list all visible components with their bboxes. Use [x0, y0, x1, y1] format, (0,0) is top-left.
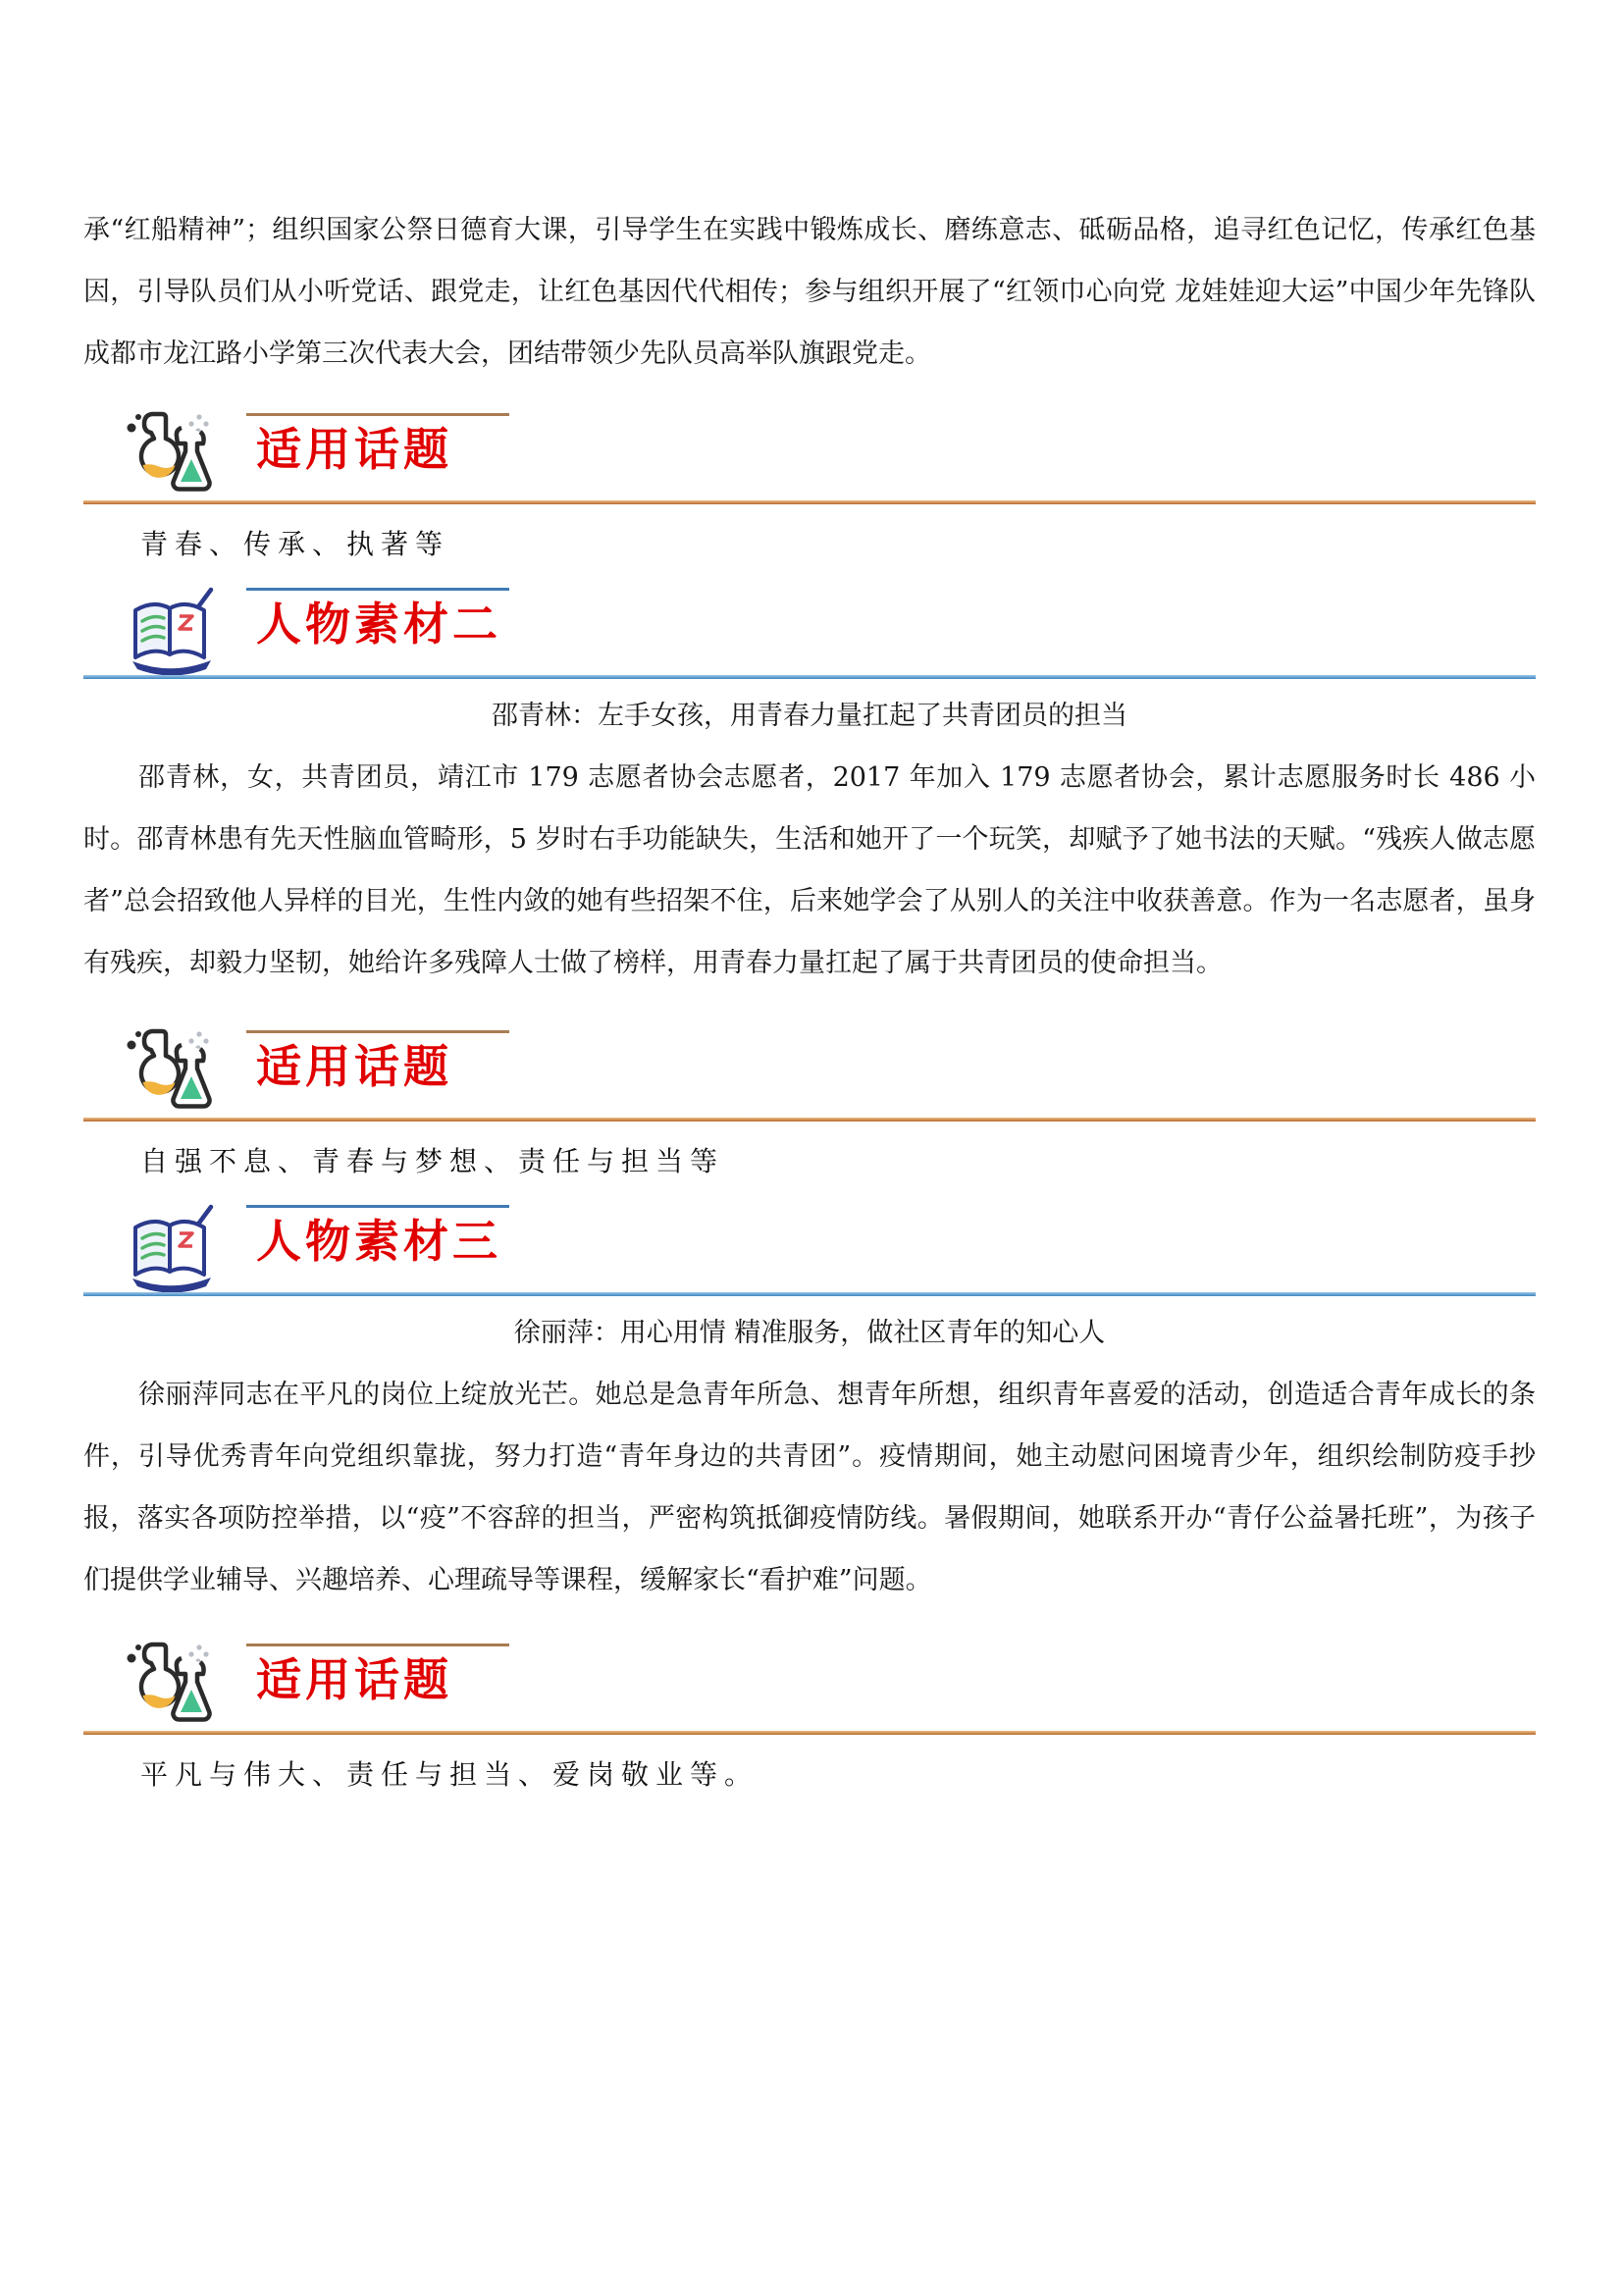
book-pencil-icon: [123, 583, 221, 675]
flask-icon: [123, 408, 221, 500]
material-3-title: 徐丽萍：用心用情 精准服务，做社区青年的知心人: [513, 1318, 1106, 1348]
header-rule: [83, 1731, 1536, 1735]
header-accent-line: [246, 588, 509, 591]
material-3-body: 徐丽萍同志在平凡的岗位上绽放光芒。她总是急青年所急、想青年所想，组织青年喜爱的活动，创造适合青年成长的条件，引导优秀青年向党组织靠拢，努力打造“青年身边的共青团”。疫情期间，她主动慰问困境青少年，组织绘制防疫手抄报，落实各项防控举措，以“疫”不容辞的担当，严密构筑抵御疫情防线。暑假期间，她联系开办“青仔公益暑托班”，为孩子们提供学业辅导、兴趣培养、心理疏导等课程，缓解家长“看护难”问题。: [83, 1380, 1536, 1595]
flask-icon: [123, 1639, 221, 1731]
topics-section-title: 适用话题: [256, 1040, 452, 1093]
topics-text-2: 自强不息、青春与梦想、责任与担当等: [140, 1145, 725, 1177]
header-rule: [83, 500, 1536, 504]
header-accent-line: [246, 1205, 509, 1208]
header-rule: [83, 675, 1536, 679]
topics-section-title: 适用话题: [256, 423, 452, 476]
section-header-material-3: [83, 1198, 1536, 1296]
header-accent-line: [246, 413, 509, 416]
header-accent-line: [246, 1030, 509, 1033]
material-2-body: 邵青林，女，共青团员，靖江市 179 志愿者协会志愿者，2017 年加入 179 志愿者协会，累计志愿服务时长 486 小时。邵青林患有先天性脑血管畸形，5 岁时右手功能缺失，生活和她开了一个玩笑，却赋予了她书法的天赋。“残疾人做志愿者”总会招致他人异样的目光，生性内敛的她有些招架不住，后来她学会了从别人的关注中收获善意。作为一名志愿者，虽身有残疾，却毅力坚韧，她给许多残障人士做了榜样，用青春力量扛起了属于共青团员的使命担当。: [83, 762, 1536, 978]
header-rule: [83, 1292, 1536, 1296]
topics-section-title: 适用话题: [256, 1653, 452, 1706]
material-2-section-title: 人物素材二: [256, 598, 501, 651]
flask-icon: [123, 1025, 221, 1118]
material-2-title: 邵青林：左手女孩，用青春力量扛起了共青团员的担当: [492, 701, 1127, 731]
section-header-topics-1: [83, 406, 1536, 504]
document-page: [83, 0, 1536, 1798]
header-rule: [83, 1118, 1536, 1122]
intro-paragraph: 承“红船精神”；组织国家公祭日德育大课，引导学生在实践中锻炼成长、磨练意志、砥砺品格，追寻红色记忆，传承红色基因，引导队员们从小听党话、跟党走，让红色基因代代相传；参与组织开展了“红领巾心向党 龙娃娃迎大运”中国少年先锋队成都市龙江路小学第三次代表大会，团结带领少先队员高举队旗跟党走。: [83, 215, 1536, 369]
material-3-section-title: 人物素材三: [256, 1215, 501, 1268]
topics-text-3: 平凡与伟大、责任与担当、爱岗敬业等。: [140, 1758, 759, 1791]
section-header-topics-3: [83, 1637, 1536, 1735]
section-header-topics-2: [83, 1023, 1536, 1122]
book-pencil-icon: [123, 1200, 221, 1292]
header-accent-line: [246, 1644, 509, 1646]
topics-text-1: 青春、传承、执著等: [140, 528, 450, 560]
section-header-material-2: [83, 581, 1536, 679]
